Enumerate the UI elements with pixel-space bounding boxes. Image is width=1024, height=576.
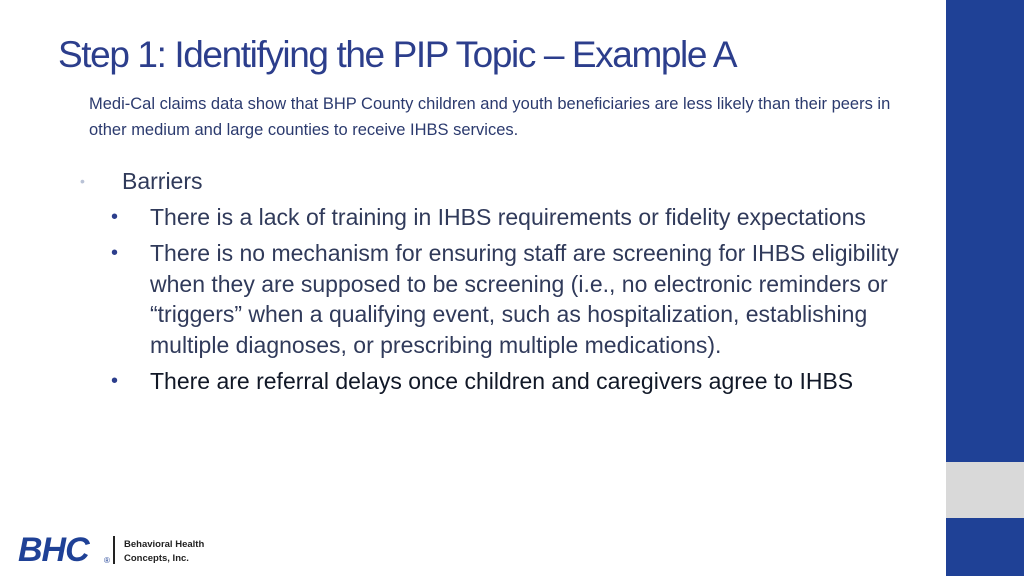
- logo-mark: BHC: [18, 531, 89, 569]
- barrier-item: [80, 238, 920, 360]
- barrier-text: There is no mechanism for ensuring staff are screening for IHBS eligibility when they are supposed to be screening (i.e., no electronic reminders or “triggers” when a qualifying event, such as hospitalization, establishing multiple diagnoses, or prescribing multiple medications).: [150, 240, 899, 358]
- logo-company-name: [124, 538, 204, 566]
- barrier-text: There are referral delays once children and caregivers agree to IHBS: [150, 368, 854, 394]
- slide-title: Step 1: Identifying the PIP Topic – Example A: [58, 34, 737, 75]
- bullet-icon: •: [111, 370, 119, 392]
- barrier-text: There is a lack of training in IHBS requirements or fidelity expectations: [150, 203, 866, 230]
- bullet-icon: •: [111, 242, 119, 264]
- section-heading-item: [80, 166, 920, 197]
- logo-divider: [113, 536, 115, 564]
- barriers-list: [80, 166, 920, 397]
- section-heading: Barriers: [122, 168, 203, 194]
- bullet-icon: •: [111, 205, 119, 228]
- sidebar-accent-middle: [946, 462, 1024, 518]
- bullet-icon: •: [80, 173, 85, 189]
- barrier-item: [80, 202, 920, 233]
- logo-name-line2: Concepts, Inc.: [124, 553, 189, 564]
- slide-subtitle: Medi-Cal claims data show that BHP County children and youth beneficiaries are less likely than their peers in other medium and large counties to receive IHBS services.: [89, 95, 891, 139]
- logo-name-line1: Behavioral Health: [124, 539, 205, 550]
- sidebar-accent-bottom: [946, 518, 1024, 576]
- sidebar-accent-top: [946, 0, 1024, 462]
- barrier-item: [80, 366, 920, 397]
- registered-mark: ®: [104, 556, 110, 565]
